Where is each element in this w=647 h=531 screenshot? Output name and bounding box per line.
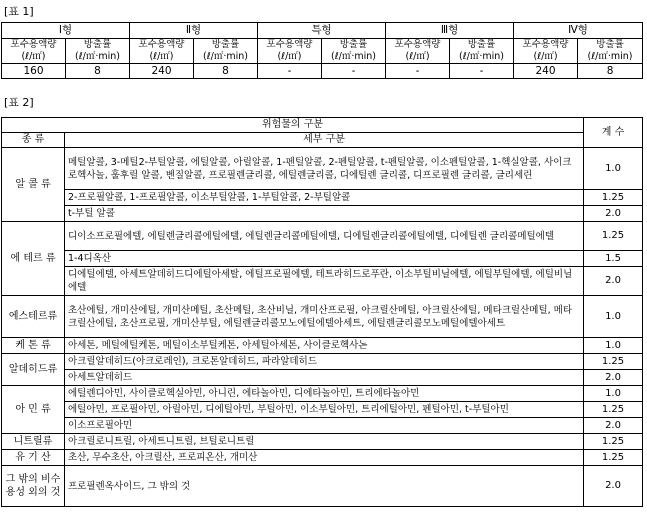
- discharge-rate-header: [450, 39, 514, 64]
- hazard-coefficient-table: [1, 117, 643, 507]
- coefficient-cell: 1.25: [584, 222, 643, 251]
- table-row: [2, 370, 643, 386]
- table-row: [2, 418, 643, 434]
- detail-cell: 프로필렌옥사이드, 그 밖의 것: [65, 466, 584, 507]
- coefficient-cell: 2.0: [584, 206, 643, 222]
- coefficient-cell: 1.25: [584, 354, 643, 370]
- kind-cell: 에 테르 류: [2, 222, 65, 296]
- kind-cell: 알 콜 류: [2, 148, 65, 222]
- coefficient-cell: 1.25: [584, 450, 643, 466]
- detail-cell: 아세트알데히드: [65, 370, 584, 386]
- coefficient-cell: 1.0: [584, 386, 643, 402]
- foam-volume-value: 240: [130, 64, 194, 79]
- discharge-rate-unit: (ℓ/㎡·min): [459, 51, 505, 62]
- coefficient-cell: 2.0: [584, 267, 643, 296]
- hazard-class-header: 위험물의 구분: [2, 118, 584, 133]
- table-row: [2, 402, 643, 418]
- discharge-rate-value: 8: [578, 64, 643, 79]
- kind-header: 종 류: [2, 133, 65, 148]
- discharge-rate-header: [578, 39, 643, 64]
- coefficient-cell: 2.0: [584, 466, 643, 507]
- table-row: [2, 296, 643, 338]
- coefficient-cell: 1.0: [584, 296, 643, 338]
- detail-cell: 2-프로필알콜, 1-프로필알콜, 이소부틸알콜, 1-부틸알콜, 2-부틸알콜: [65, 190, 584, 206]
- table-row: [2, 338, 643, 354]
- foam-volume-value: -: [258, 64, 322, 79]
- discharge-rate-value: 8: [66, 64, 130, 79]
- table1-label: [표 1]: [4, 5, 34, 18]
- table-row: [2, 354, 643, 370]
- foam-volume-unit: (ℓ/㎡): [149, 51, 174, 62]
- detail-cell: 디이소프로필에텔, 에틸렌글리콜에틸에텔, 에틸렌글리콜메틸에텔, 디에틸렌글리콜에틸에텔, 디에틸렌 글리콜메틸에텔: [65, 222, 584, 251]
- foam-volume-header: [2, 39, 66, 64]
- discharge-rate-unit: (ℓ/㎡·min): [75, 51, 120, 62]
- discharge-rate-value: -: [322, 64, 386, 79]
- foam-volume-header: [514, 39, 578, 64]
- discharge-rate-value: 8: [194, 64, 258, 79]
- detail-cell: t-부틸 알콜: [65, 206, 584, 222]
- kind-cell: 알데히드류: [2, 354, 65, 386]
- table-row: [2, 222, 643, 251]
- table-row: [2, 450, 643, 466]
- discharge-rate-label: 방출률: [339, 39, 368, 50]
- foam-volume-header: [386, 39, 450, 64]
- foam-volume-header: [130, 39, 194, 64]
- foam-volume-unit: (ℓ/㎡): [21, 51, 46, 62]
- discharge-rate-unit: (ℓ/㎡·min): [331, 51, 376, 62]
- foam-volume-value: 160: [2, 64, 66, 79]
- foam-volume-label: 포수용액량: [394, 39, 441, 50]
- table2-label: [표 2]: [4, 96, 34, 109]
- foam-volume-label: 포수용액량: [266, 39, 313, 50]
- table-row: [2, 386, 643, 402]
- type-header: Ⅲ형: [386, 23, 514, 39]
- foam-volume-value: -: [386, 64, 450, 79]
- detail-cell: 에틸렌디아민, 사이클로헥실아민, 아니린, 에타놀아민, 디에타놀아민, 트리에타놀아민: [65, 386, 584, 402]
- detail-cell: 에틸아민, 프로필아민, 아릴아민, 디에틸아민, 부틸아민, 이소부틸아민, 트리에틸아민, 펜틸아민, t-부틸아민: [65, 402, 584, 418]
- coefficient-cell: 1.25: [584, 190, 643, 206]
- detail-cell: 이소프로필아민: [65, 418, 584, 434]
- discharge-rate-label: 방출률: [596, 39, 624, 50]
- table-row: [2, 148, 643, 190]
- detail-cell: 초산, 무수초산, 아크릴산, 프로피온산, 개미산: [65, 450, 584, 466]
- foam-discharge-table: [1, 22, 643, 79]
- detail-header: 세부 구분: [65, 133, 584, 148]
- discharge-rate-unit: (ℓ/㎡·min): [587, 51, 633, 62]
- detail-cell: 메틸알콜, 3-메틸2-부틸알콜, 에틸알콜, 아릴알콜, 1-펜틸알콜, 2-펜틸알콜, t-펜틸알콜, 이소펜틸알콜, 1-헥실알콜, 사이크로헥사놀, 훌후릴 알콜, 벤질알콜, 프로필렌글리콜, 에틸렌글리콜, 디에틸렌 글리콜, 디프로필렌 글리콜, 글리세린: [65, 148, 584, 190]
- coefficient-cell: 1.0: [584, 338, 643, 354]
- kind-cell: 니트릴류: [2, 434, 65, 450]
- table-row: [2, 190, 643, 206]
- kind-cell: 아 민 류: [2, 386, 65, 434]
- foam-volume-value: 240: [514, 64, 578, 79]
- coefficient-cell: 2.0: [584, 418, 643, 434]
- table-row: [2, 434, 643, 450]
- coefficient-cell: 1.25: [584, 402, 643, 418]
- table-row: [2, 466, 643, 507]
- foam-volume-unit: (ℓ/㎡): [405, 51, 430, 62]
- discharge-rate-header: [322, 39, 386, 64]
- foam-volume-unit: (ℓ/㎡): [277, 51, 302, 62]
- detail-cell: 아크릴로니트릴, 아세트니트릴, 브틸로니트릴: [65, 434, 584, 450]
- discharge-rate-value: -: [450, 64, 514, 79]
- coefficient-cell: 1.25: [584, 434, 643, 450]
- detail-cell: 디에틸에텔, 아세트알데히드디에틸아세탈, 에틸프로필에텔, 테트라히드로푸란, 이소부틸비닐에텔, 에틸부틸에텔, 에틸비닐에텔: [65, 267, 584, 296]
- discharge-rate-label: 방출률: [211, 39, 240, 50]
- foam-volume-label: 포수용액량: [522, 39, 569, 50]
- detail-cell: 아크릴알데히드(아크로레인), 크로톤알데히드, 파라알데히드: [65, 354, 584, 370]
- table-row: [2, 206, 643, 222]
- discharge-rate-label: 방출률: [467, 39, 496, 50]
- type-header: 특형: [258, 23, 386, 39]
- foam-volume-label: 포수용액량: [138, 39, 185, 50]
- kind-cell: 케 톤 류: [2, 338, 65, 354]
- kind-cell: 유 기 산: [2, 450, 65, 466]
- detail-cell: 초산에틸, 개미산에틸, 개미산메틸, 초산메틸, 초산비닐, 개미산프로필, 아크릴산메틸, 아크릴산에틸, 메타크릴산메틸, 메타크릴산에틸, 초산프로필, 개미산부틸, 에틸렌글리콜모노에틸에텔아세트, 에틸렌글리콜모노메틸에텔아세트: [65, 296, 584, 338]
- discharge-rate-label: 방출률: [83, 39, 112, 50]
- type-header: Ⅰ형: [2, 23, 130, 39]
- type-header: Ⅱ형: [130, 23, 258, 39]
- foam-volume-label: 포수용액량: [10, 39, 57, 50]
- discharge-rate-unit: (ℓ/㎡·min): [203, 51, 248, 62]
- detail-cell: 아세톤, 메틸에틸케톤, 메틸이소부틸케톤, 아세틸아세톤, 사이클로헥사논: [65, 338, 584, 354]
- detail-cell: 1-4디옥산: [65, 251, 584, 267]
- kind-cell: 그 밖의 비수용성 외의 것: [2, 466, 65, 507]
- coefficient-cell: 1.5: [584, 251, 643, 267]
- foam-volume-header: [258, 39, 322, 64]
- coefficient-cell: 1.0: [584, 148, 643, 190]
- discharge-rate-header: [194, 39, 258, 64]
- coefficient-cell: 2.0: [584, 370, 643, 386]
- discharge-rate-header: [66, 39, 130, 64]
- table-row: [2, 251, 643, 267]
- kind-cell: 에스테르류: [2, 296, 65, 338]
- table-row: [2, 267, 643, 296]
- type-header: Ⅳ형: [514, 23, 643, 39]
- coefficient-header: 계 수: [584, 118, 643, 148]
- foam-volume-unit: (ℓ/㎡): [533, 51, 558, 62]
